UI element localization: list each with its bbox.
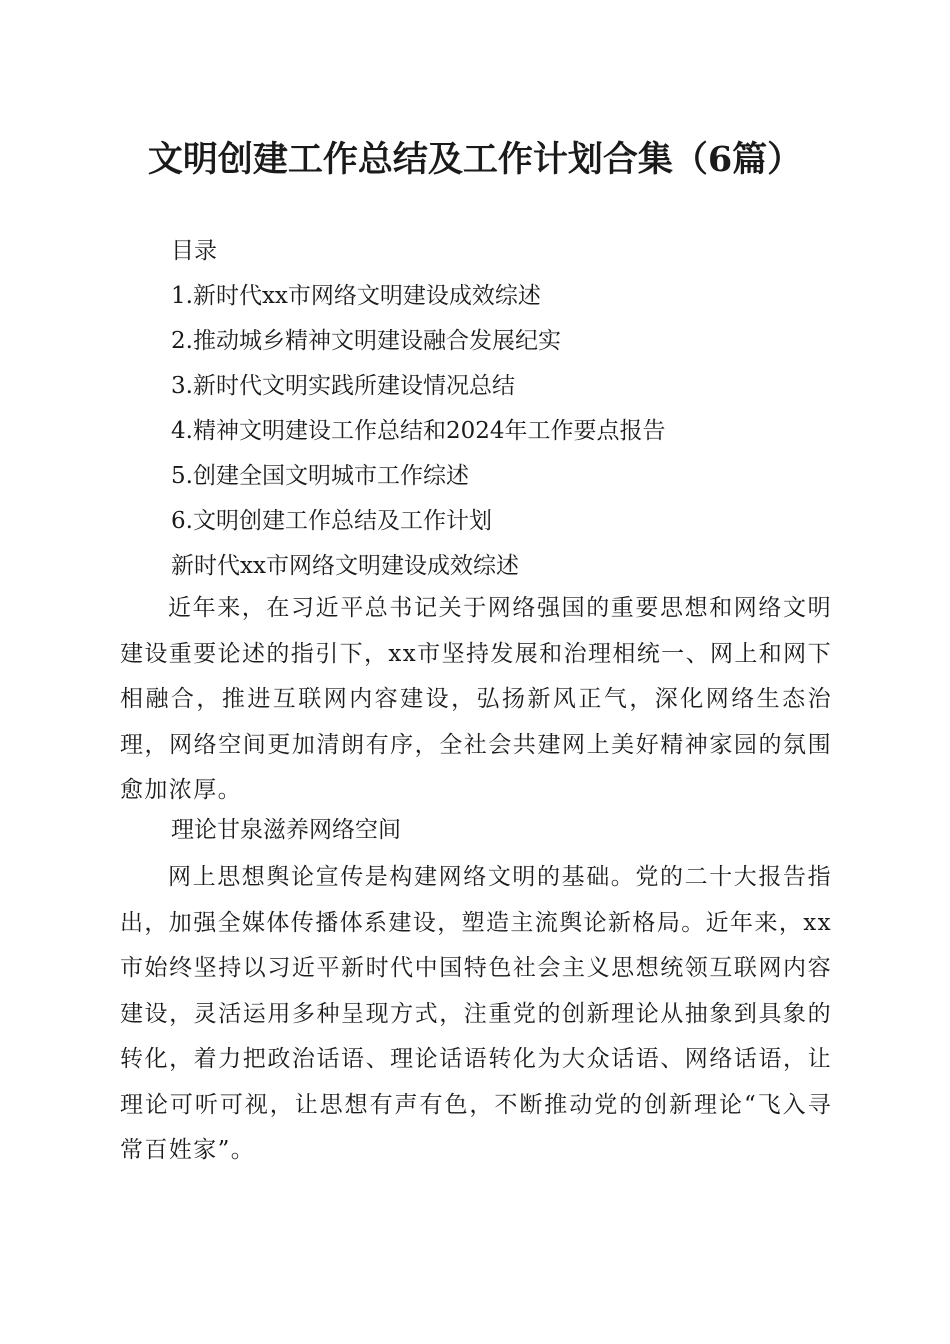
- toc-item: 4.精神文明建设工作总结和2024年工作要点报告: [171, 418, 666, 444]
- toc-heading: 目录: [171, 238, 217, 264]
- section-heading: 新时代xx市网络文明建设成效综述: [171, 553, 519, 579]
- toc-item: 5.创建全国文明城市工作综述: [171, 463, 469, 489]
- subsection-heading: 理论甘泉滋养网络空间: [171, 817, 401, 843]
- subheading-block: [171, 808, 401, 853]
- body-paragraph-block: [120, 855, 832, 1174]
- table-of-contents: [171, 229, 851, 589]
- intro-paragraph: 近年来，在习近平总书记关于网络强国的重要思想和网络文明建设重要论述的指引下，xx市坚持发展和治理相统一、网上和网下相融合，推进互联网内容建设，弘扬新风正气，深化网络生态治理，网络空间更加清朗有序，全社会共建网上美好精神家园的氛围愈加浓厚。: [120, 595, 832, 803]
- toc-item: 1.新时代xx市网络文明建设成效综述: [171, 283, 541, 309]
- toc-item: 3.新时代文明实践所建设情况总结: [171, 373, 515, 399]
- body-paragraph: 网上思想舆论宣传是构建网络文明的基础。党的二十大报告指出，加强全媒体传播体系建设，塑造主流舆论新格局。近年来，xx市始终坚持以习近平新时代中国特色社会主义思想统领互联网内容建设，灵活运用多种呈现方式，注重党的创新理论从抽象到具象的转化，着力把政治话语、理论话语转化为大众话语、网络话语，让理论可听可视，让思想有声有色，不断推动党的创新理论“飞入寻常百姓家”。: [120, 864, 832, 1163]
- toc-item: 6.文明创建工作总结及工作计划: [171, 508, 492, 534]
- toc-item: 2.推动城乡精神文明建设融合发展纪实: [171, 328, 561, 354]
- document-title: 文明创建工作总结及工作计划合集（6篇）: [147, 139, 803, 180]
- intro-paragraph-block: [120, 586, 832, 814]
